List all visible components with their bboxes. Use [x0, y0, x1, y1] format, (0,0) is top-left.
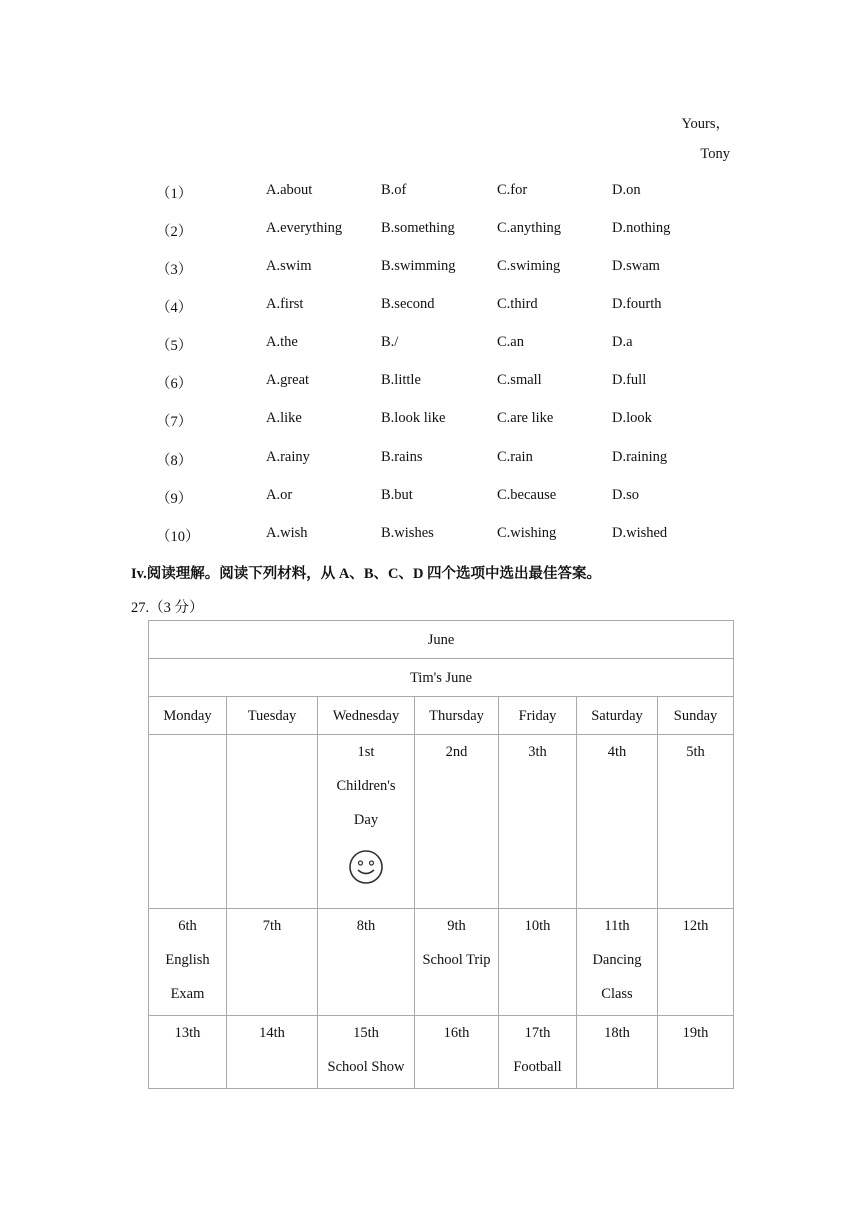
calendar-event-text: Dancing — [592, 952, 642, 968]
calendar-event-text: School Show — [327, 1059, 405, 1075]
question-number-label: （8） — [156, 453, 193, 469]
letter-closing: Yours， — [681, 116, 730, 132]
option-b: B./ — [381, 334, 399, 350]
option-c: C.because — [497, 487, 557, 503]
calendar-day-cell — [658, 735, 734, 909]
calendar-day-cell — [149, 735, 227, 909]
option-b: B.wishes — [381, 525, 434, 541]
calendar-title: Tim's June — [149, 659, 734, 697]
option-d: D.a — [612, 334, 633, 350]
calendar-event-text: Day — [353, 812, 379, 828]
option-b: B.rains — [381, 449, 423, 465]
option-a: A.rainy — [266, 449, 310, 465]
option-d: D.raining — [612, 449, 668, 465]
question-number-label: （5） — [156, 338, 193, 354]
option-a: A.great — [266, 372, 310, 388]
calendar-week-row — [149, 909, 734, 1016]
question-number: 27.（3 分） — [131, 600, 204, 616]
option-c: C.an — [497, 334, 524, 350]
calendar-day-cell — [149, 1016, 227, 1089]
question-number-label: （7） — [156, 414, 193, 430]
calendar-date: 3th — [528, 744, 547, 760]
option-c: C.swiming — [497, 258, 561, 274]
calendar-date: 8th — [356, 918, 376, 934]
calendar-day-cell — [499, 909, 577, 1016]
option-d: D.wished — [612, 525, 668, 541]
option-a: A.or — [266, 487, 293, 503]
calendar-date: 12th — [682, 918, 709, 934]
calendar-event-text: Football — [513, 1059, 562, 1075]
option-b: B.second — [381, 296, 435, 312]
section-heading: Iv.阅读理解。阅读下列材料，从 A、B、C、D 四个选项中选出最佳答案。 — [131, 566, 602, 582]
calendar-date: 17th — [524, 1025, 551, 1041]
calendar-day-cell — [499, 735, 577, 909]
calendar-day-cell — [318, 1016, 415, 1089]
question-number-label: （2） — [156, 224, 193, 240]
question-number-label: （10） — [156, 529, 200, 545]
calendar-date: 14th — [259, 1025, 285, 1041]
option-row — [0, 372, 860, 396]
calendar-date: 6th — [178, 918, 197, 934]
weekday-header: Sunday — [658, 697, 734, 735]
option-c: C.third — [497, 296, 538, 312]
calendar-date: 9th — [447, 918, 466, 934]
option-d: D.on — [612, 182, 641, 198]
calendar-day-cell — [227, 1016, 318, 1089]
calendar-month: June — [149, 621, 734, 659]
question-number-label: （6） — [156, 376, 193, 392]
calendar-day-cell — [318, 735, 415, 909]
calendar-event-text: Exam — [170, 986, 205, 1002]
calendar-day-cell — [149, 909, 227, 1016]
option-c: C.wishing — [497, 525, 557, 541]
option-row — [0, 525, 860, 549]
letter-signature: Tony — [700, 146, 730, 162]
option-a: A.first — [266, 296, 304, 312]
weekday-header: Friday — [499, 697, 577, 735]
option-row — [0, 182, 860, 206]
option-c: C.anything — [497, 220, 562, 236]
calendar-day-cell — [415, 1016, 499, 1089]
calendar-date: 10th — [524, 918, 551, 934]
option-d: D.so — [612, 487, 639, 503]
option-c: C.for — [497, 182, 528, 198]
option-b: B.swimming — [381, 258, 456, 274]
calendar-table — [148, 620, 734, 1089]
calendar-date: 7th — [262, 918, 282, 934]
weekday-header-row — [149, 697, 734, 735]
option-b: B.but — [381, 487, 413, 503]
option-a: A.like — [266, 410, 302, 426]
calendar-event-text: Class — [601, 986, 633, 1002]
calendar-day-cell — [227, 909, 318, 1016]
option-b: B.of — [381, 182, 407, 198]
calendar-day-cell — [577, 909, 658, 1016]
calendar-date: 15th — [353, 1025, 379, 1041]
option-row — [0, 220, 860, 244]
calendar-event-text: School Trip — [422, 952, 491, 968]
calendar-day-cell — [227, 735, 318, 909]
option-a: A.the — [266, 334, 298, 350]
option-a: A.everything — [266, 220, 343, 236]
option-c: C.rain — [497, 449, 533, 465]
calendar-event-text: Children's — [336, 778, 396, 794]
smiley-face-icon — [348, 849, 384, 885]
calendar-week-row — [149, 1016, 734, 1089]
calendar-date: 19th — [682, 1025, 709, 1041]
weekday-header: Saturday — [577, 697, 658, 735]
calendar-day-cell — [577, 1016, 658, 1089]
option-d: D.nothing — [612, 220, 671, 236]
option-d: D.full — [612, 372, 647, 388]
option-b: B.little — [381, 372, 421, 388]
question-number-label: （9） — [156, 491, 193, 507]
option-c: C.small — [497, 372, 542, 388]
calendar-date: 18th — [604, 1025, 630, 1041]
weekday-header: Monday — [149, 697, 227, 735]
calendar-event-text: English — [165, 952, 210, 968]
calendar-week-row — [149, 735, 734, 909]
weekday-header: Tuesday — [227, 697, 318, 735]
calendar-day-cell — [658, 1016, 734, 1089]
option-b: B.something — [381, 220, 455, 236]
option-a: A.wish — [266, 525, 308, 541]
calendar-date: 1st — [357, 744, 375, 760]
calendar-date: 2nd — [445, 744, 468, 760]
calendar-day-cell — [577, 735, 658, 909]
calendar-date: 11th — [604, 918, 630, 934]
option-c: C.are like — [497, 410, 554, 426]
calendar-date: 13th — [174, 1025, 201, 1041]
option-a: A.about — [266, 182, 313, 198]
option-row — [0, 296, 860, 320]
weekday-header: Wednesday — [318, 697, 415, 735]
option-row — [0, 449, 860, 473]
question-number-label: （4） — [156, 300, 193, 316]
option-a: A.swim — [266, 258, 312, 274]
calendar-day-cell — [415, 909, 499, 1016]
calendar-date: 5th — [686, 744, 705, 760]
option-d: D.look — [612, 410, 652, 426]
calendar-day-cell — [658, 909, 734, 1016]
calendar-date: 16th — [443, 1025, 470, 1041]
calendar-date: 4th — [607, 744, 627, 760]
option-d: D.swam — [612, 258, 660, 274]
weekday-header: Thursday — [415, 697, 499, 735]
option-row — [0, 258, 860, 282]
option-row — [0, 410, 860, 434]
option-b: B.look like — [381, 410, 446, 426]
option-d: D.fourth — [612, 296, 662, 312]
option-row — [0, 487, 860, 511]
calendar-day-cell — [415, 735, 499, 909]
calendar-day-cell — [318, 909, 415, 1016]
question-number-label: （1） — [156, 186, 193, 202]
option-row — [0, 334, 860, 358]
calendar-day-cell — [499, 1016, 577, 1089]
question-number-label: （3） — [156, 262, 193, 278]
